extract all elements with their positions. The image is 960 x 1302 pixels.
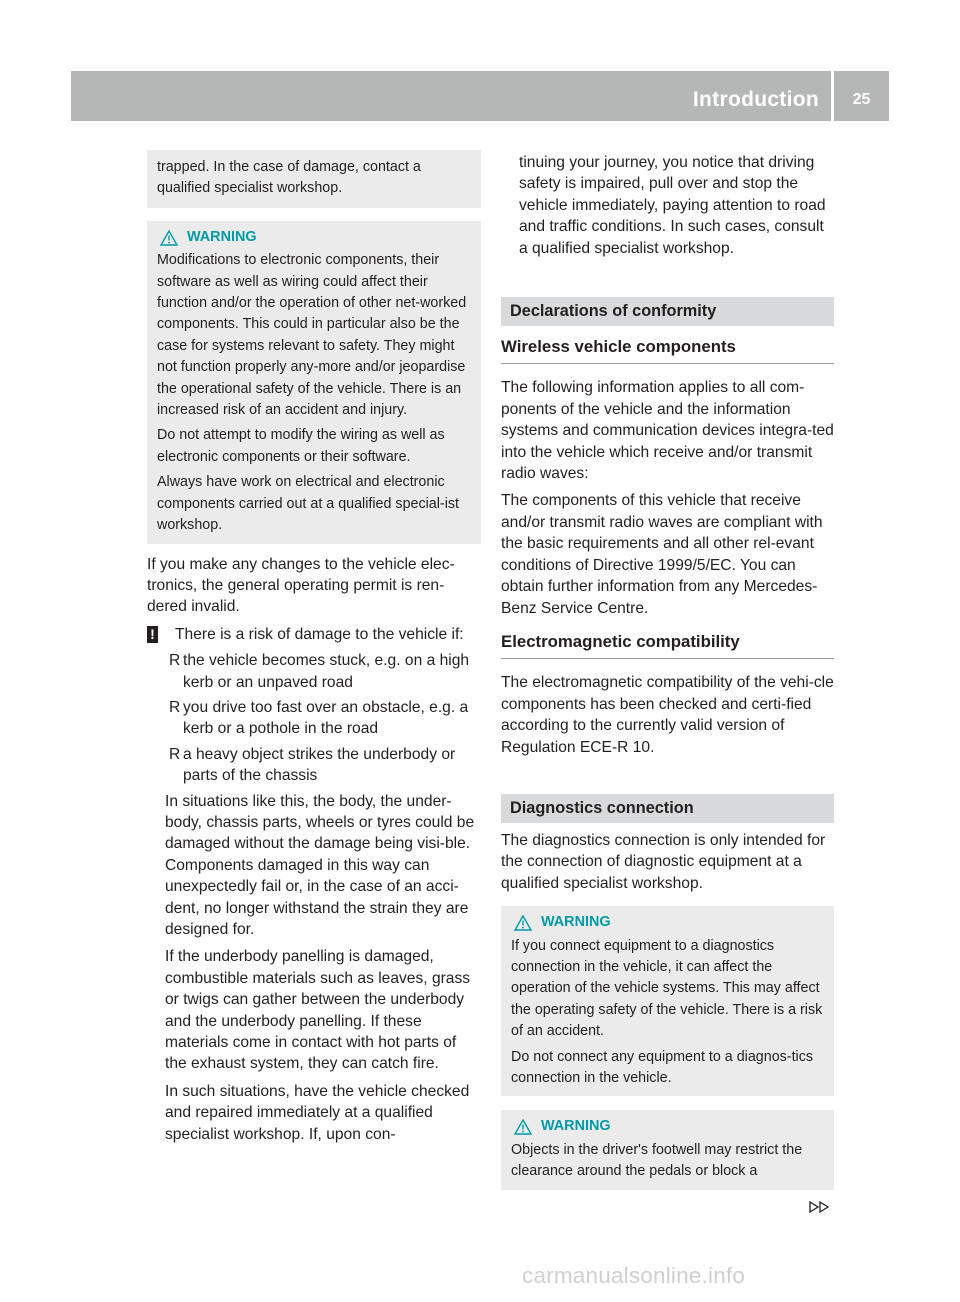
- warning-triangle-icon: [514, 915, 532, 931]
- warning-paragraph: Objects in the driver's footwell may restrict the clearance around the pedals or block a: [511, 1141, 803, 1180]
- body-paragraph: The diagnostics connection is only intended for the connection of diagnostic equipment at a qualified specialist workshop.: [501, 831, 826, 892]
- body-paragraph: The following information applies to all com-ponents of the vehicle and the information systems and communication devices integra-ted into the vehicle which receive and/or transmit radio waves:: [501, 379, 834, 483]
- warning-box-modifications: [147, 221, 481, 544]
- body-paragraph: The electromagnetic compatibility of the vehi-cle components has been checked and certi-fied according to the currently valid version of Regulation ECE-R 10.: [501, 674, 834, 756]
- warning-paragraph: Do not attempt to modify the wiring as well as electronic components or their software.: [157, 427, 445, 465]
- warning-triangle-icon: [514, 1119, 532, 1135]
- warning-paragraph: Always have work on electrical and electronic components carried out at a qualified special-ist workshop.: [157, 474, 459, 534]
- list-item: R you drive too fast over an obstacle, e.g. a kerb or a pothole in the road: [169, 698, 469, 738]
- list-item: R a heavy object strikes the underbody or parts of the chassis: [169, 745, 456, 785]
- notice-exclamation-icon: !: [147, 626, 158, 643]
- warning-label: WARNING: [541, 1118, 611, 1135]
- page-number: 25: [852, 91, 871, 108]
- left-column: [147, 150, 481, 1151]
- warning-paragraph: Modifications to electronic components, their software as well as wiring could affect their function and/or the operation of other net-worked components. This could in particular also be the case for systems relevant to safety. They might not function properly any-more and/or jeopardise the operational safety of the vehicle. There is an increased risk of an accident and injury.: [157, 252, 467, 419]
- section-title-diagnostics: Diagnostics connection: [501, 794, 834, 823]
- bullet-marker: R: [169, 652, 181, 670]
- continued-paragraph: tinuing your journey, you notice that driving safety is impaired, pull over and stop the vehicle immediately, paying attention to road and traffic conditions. In such cases, consult a qualified specialist workshop.: [519, 154, 826, 257]
- continued-warning-box: [147, 150, 481, 208]
- damage-bullet-list: [147, 650, 481, 786]
- notice-details: [147, 791, 481, 1146]
- watermark: carmanualsonline.info: [522, 1263, 746, 1288]
- warning-box-footwell: [501, 1110, 834, 1189]
- warning-header: [157, 227, 472, 248]
- continued-notice: [501, 150, 834, 259]
- warning-label: WARNING: [541, 914, 611, 931]
- warning-paragraph: Do not connect any equipment to a diagnos-tics connection in the vehicle.: [511, 1048, 814, 1086]
- notice-paragraph: In such situations, have the vehicle checked and repaired immediately at a qualified specialist workshop. If, upon con-: [165, 1082, 470, 1143]
- warning-box-diagnostics: [501, 906, 834, 1096]
- notice-paragraph: If the underbody panelling is damaged, combustible materials such as leaves, grass or twigs can gather between the underbody and the underbody panelling. If these materials come in contact with hot parts of the exhaust system, they can catch fire.: [165, 948, 471, 1073]
- body-paragraph: The components of this vehicle that receive and/or transmit radio waves are compliant with the basic requirements and all other rel-evant conditions of Directive 1999/5/EC. You can obtain further information from any Mercedes-Benz Service Centre.: [501, 492, 823, 617]
- notice-paragraph: In situations like this, the body, the under-body, chassis parts, wheels or tyres could be damaged without the damage being visi-ble. Components damaged in this way can unexpectedly fail or, in the case of an acci-dent, no longer withstand the strain they are designed for.: [165, 792, 475, 938]
- list-item: R the vehicle becomes stuck, e.g. on a high kerb or an unpaved road: [169, 652, 470, 691]
- section-title-declarations: Declarations of conformity: [501, 297, 834, 326]
- bullet-marker: R: [169, 745, 181, 763]
- right-column: [501, 150, 834, 1190]
- page-header: [71, 71, 889, 121]
- subheading-wireless: Wireless vehicle components: [501, 326, 834, 364]
- notice-intro: There is a risk of damage to the vehicle if:: [175, 625, 464, 643]
- warning-paragraph: If you connect equipment to a diagnostics connection in the vehicle, it can affect the operation of the vehicle systems. This may affect the operating safety of the vehicle. There is a risk of an accident.: [511, 937, 823, 1040]
- damage-notice: [147, 624, 481, 645]
- warning-triangle-icon: [160, 230, 178, 246]
- warning-label: WARNING: [187, 228, 257, 245]
- warning-header: [511, 912, 825, 933]
- continued-arrow-icon: [808, 1199, 834, 1215]
- body-paragraph-changes: If you make any changes to the vehicle elec-tronics, the general operating permit is ren-dered invalid.: [147, 555, 455, 616]
- continued-warning-text: trapped. In the case of damage, contact a qualified specialist workshop.: [157, 159, 421, 197]
- chapter-title: Introduction: [692, 88, 819, 111]
- bullet-marker: R: [169, 698, 181, 716]
- subheading-emc: Electromagnetic compatibility: [501, 625, 834, 659]
- warning-header: [511, 1116, 825, 1137]
